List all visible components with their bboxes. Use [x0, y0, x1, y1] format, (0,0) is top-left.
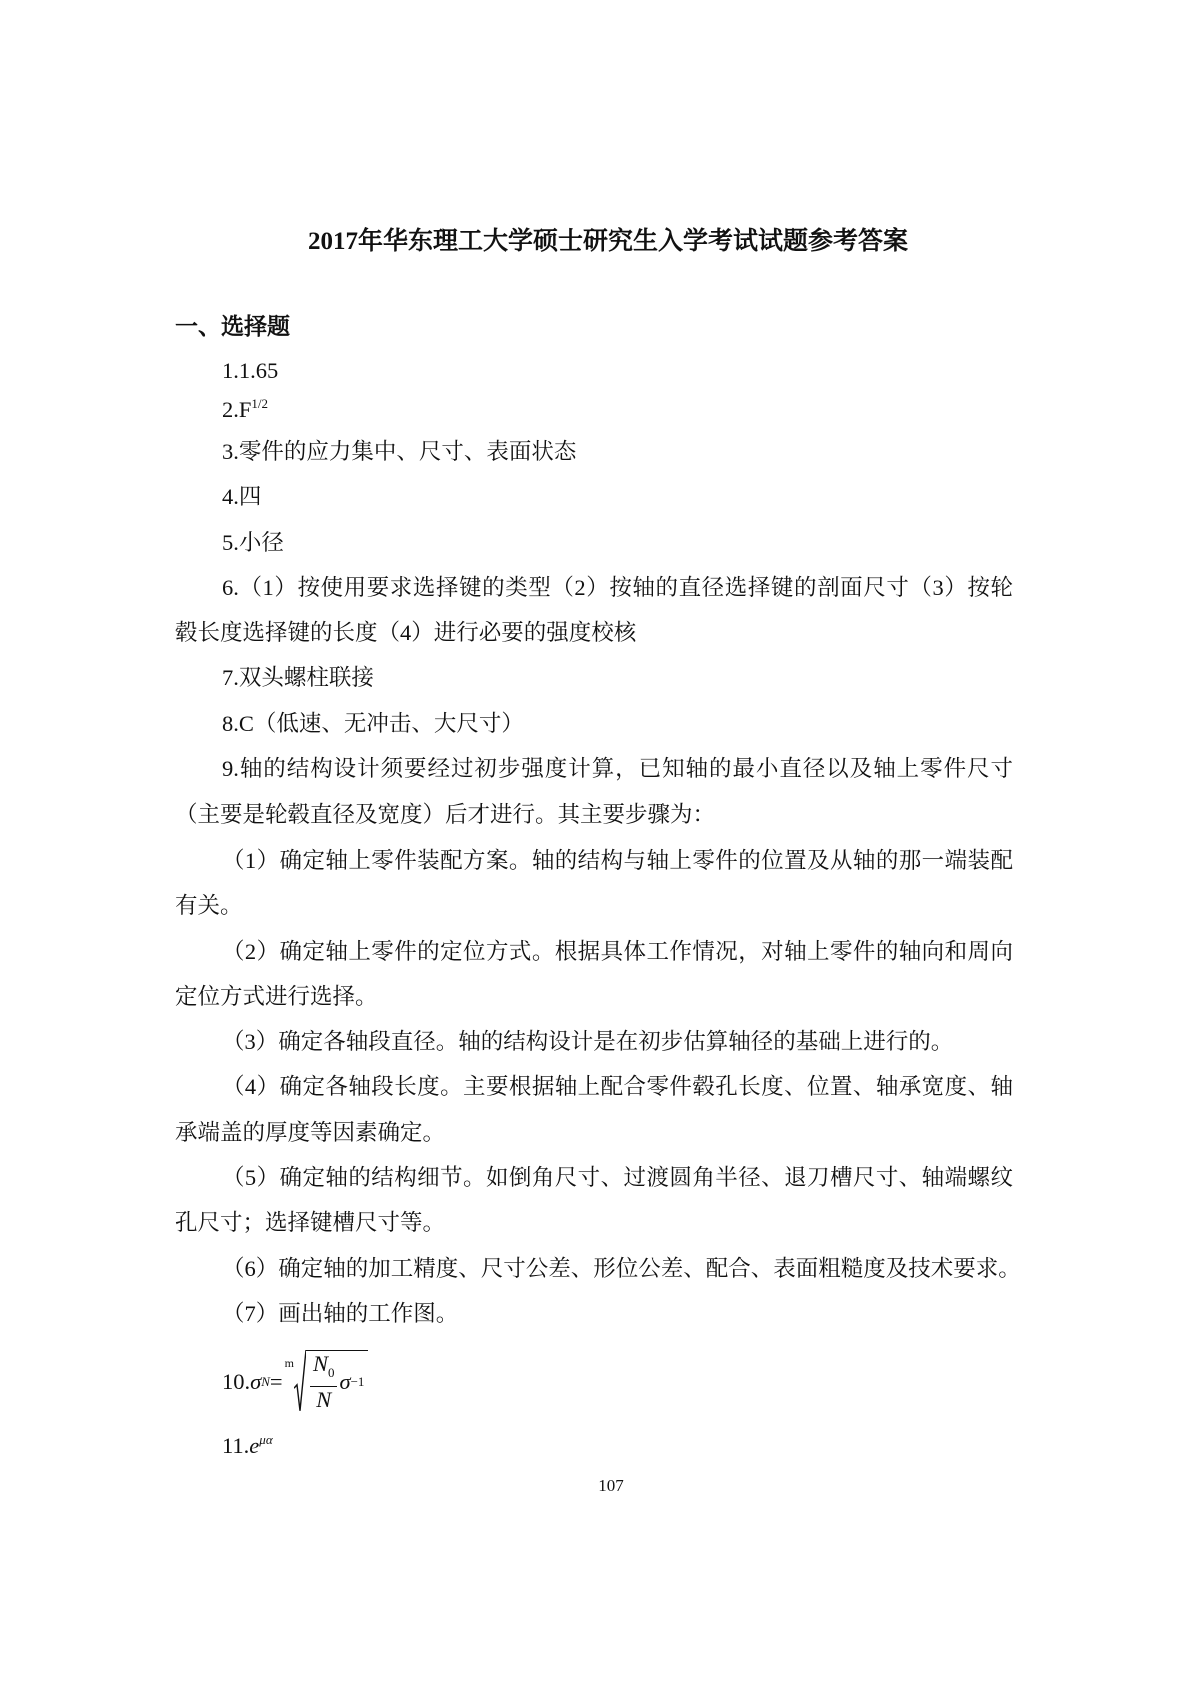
exponent-base: e	[249, 1433, 260, 1458]
step-3: （3）确定各轴段直径。轴的结构设计是在初步估算轴径的基础上进行的。	[222, 1029, 954, 1054]
equals-sign: =	[269, 1368, 283, 1394]
step-6: （6）确定轴的加工精度、尺寸公差、形位公差、配合、表面粗糙度及技术要求。	[222, 1256, 1021, 1281]
answer-9-line-1: 9.轴的结构设计须要经过初步强度计算，已知轴的最小直径以及轴上零件尺寸	[222, 756, 1013, 781]
answer-11-prefix: 11.	[222, 1433, 250, 1458]
denominator: N	[316, 1387, 332, 1412]
exponent: μα	[259, 1432, 273, 1447]
answer-4: 4.四	[222, 484, 262, 509]
fraction	[310, 1351, 338, 1413]
answer-5: 5.小径	[222, 530, 284, 555]
answer-6-line-1: 6.（1）按使用要求选择键的类型（2）按轴的直径选择键的剖面尺寸（3）按轮	[222, 575, 1013, 600]
numerator: N	[312, 1351, 328, 1376]
subscript-n: N	[261, 1373, 270, 1389]
step-5-line-2: 孔尺寸；选择键槽尺寸等。	[175, 1210, 446, 1235]
step-2-line-1: （2）确定轴上零件的定位方式。根据具体工作情况，对轴上零件的轴向和周向	[222, 939, 1013, 964]
answer-9-line-2: （主要是轮毂直径及宽度）后才进行。其主要步骤为：	[175, 802, 716, 827]
step-4-line-2: 承端盖的厚度等因素确定。	[175, 1120, 446, 1145]
answer-6-line-2: 毂长度选择键的长度（4）进行必要的强度校核	[175, 620, 637, 645]
answer-2-base: 2.F	[222, 397, 252, 422]
answer-11-formula	[222, 1432, 273, 1460]
answer-10-prefix: 10.	[222, 1368, 251, 1394]
answer-8: 8.C（低速、无冲击、大尺寸）	[222, 711, 524, 736]
answer-3: 3.零件的应力集中、尺寸、表面状态	[222, 439, 577, 464]
step-1-line-1: （1）确定轴上零件装配方案。轴的结构与轴上零件的位置及从轴的那一端装配	[222, 848, 1013, 873]
sigma-symbol: σ	[339, 1369, 351, 1394]
answer-2-exponent: 1/2	[251, 396, 269, 411]
step-7: （7）画出轴的工作图。	[222, 1301, 459, 1326]
numerator-subscript: 0	[327, 1365, 335, 1380]
section-heading: 一、选择题	[175, 314, 290, 339]
answer-2	[222, 396, 268, 424]
subscript-minus-one: −1	[350, 1374, 365, 1389]
step-4-line-1: （4）确定各轴段长度。主要根据轴上配合零件毂孔长度、位置、轴承宽度、轴	[222, 1074, 1013, 1099]
page-number: 107	[598, 1476, 624, 1495]
document-title: 2017年华东理工大学硕士研究生入学考试试题参考答案	[307, 228, 908, 255]
answer-10-formula	[222, 1350, 368, 1413]
root-expression	[285, 1350, 369, 1413]
step-5-line-1: （5）确定轴的结构细节。如倒角尺寸、过渡圆角半径、退刀槽尺寸、轴端螺纹	[222, 1165, 1013, 1190]
answer-1: 1.1.65	[222, 358, 279, 383]
answer-7: 7.双头螺柱联接	[222, 665, 374, 690]
radical-sign-icon	[294, 1350, 306, 1413]
root-index: m	[284, 1356, 294, 1370]
sigma-symbol: σ	[250, 1368, 262, 1394]
step-2-line-2: 定位方式进行选择。	[175, 984, 378, 1009]
step-1-line-2: 有关。	[175, 893, 243, 918]
